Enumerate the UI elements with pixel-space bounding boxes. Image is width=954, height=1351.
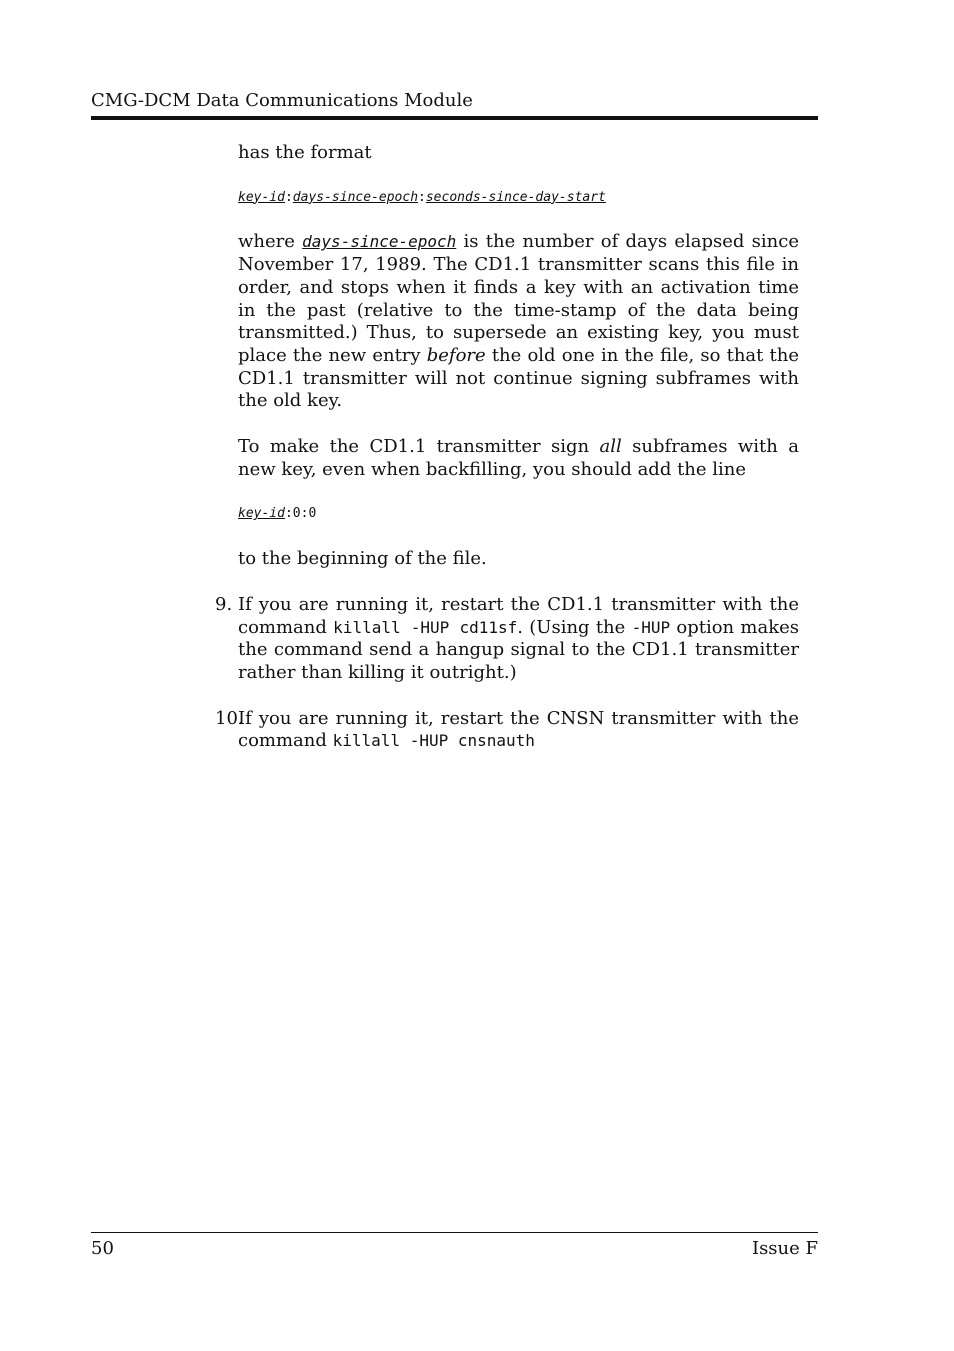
issue-label: Issue F	[751, 1238, 818, 1259]
page-number: 50	[91, 1238, 114, 1259]
item9-code: killall -HUP cd11sf	[333, 617, 518, 637]
item10-a: If you are running it, restart the CNSN transmitter with the command	[238, 707, 799, 752]
header-rule	[91, 116, 818, 120]
para2-a: To make the CD1.1 transmitter sign	[238, 436, 600, 458]
item9-c: option makes the command send a hangup signal to the CD1.1 transmitter rather than killing it outright.)	[238, 616, 800, 683]
item10-code: killall -HUP cnsnauth	[332, 731, 535, 751]
para2-b: subframes with a new key, even when backfilling, you should add the line	[238, 436, 799, 480]
item9-b: . (Using the	[517, 616, 632, 638]
list-number: 10.	[215, 707, 244, 729]
paragraph-epoch	[238, 231, 799, 413]
para1-b: is the number of days elapsed since November 17, 1989. The CD1.1 transmitter scans this file in order, and stops when it finds a key with an activation time in the past (relative to the time-stamp of the data being transmitted.) Thus, to supersede an existing key, you must place the new entry	[238, 231, 799, 366]
para1-c: the old one in the file, so that the CD1.1 transmitter will not continue signing subframes with the old key.	[238, 344, 800, 412]
item9-code-hup: -HUP	[631, 617, 671, 637]
para1-a: where	[238, 231, 303, 253]
format-sep-1: :	[284, 189, 293, 205]
line-key-id: key-id	[238, 506, 285, 522]
list-number: 9.	[215, 593, 233, 615]
para1-code: days-since-epoch	[302, 232, 457, 252]
format-line	[238, 187, 799, 210]
paragraph-beginning: to the beginning of the file.	[238, 548, 487, 570]
format-key-id: key-id	[238, 189, 285, 205]
list-item-9	[215, 593, 800, 685]
paragraph-sign-all	[238, 436, 799, 481]
intro-text: has the format	[238, 142, 372, 163]
format-days: days-since-epoch	[292, 189, 419, 205]
footer-rule	[91, 1232, 818, 1233]
para1-emphasis: before	[426, 344, 486, 366]
format-seconds: seconds-since-day-start	[425, 189, 606, 205]
key-line	[238, 503, 799, 526]
page-body	[215, 142, 800, 753]
running-header: CMG-DCM Data Communications Module	[91, 90, 473, 111]
list-item-10	[215, 707, 799, 753]
item9-a: If you are running it, restart the CD1.1 transmitter with the command	[238, 593, 799, 638]
format-sep-2: :	[418, 189, 426, 205]
para2-emphasis: all	[599, 436, 622, 458]
line-rest: :0:0	[284, 506, 317, 522]
